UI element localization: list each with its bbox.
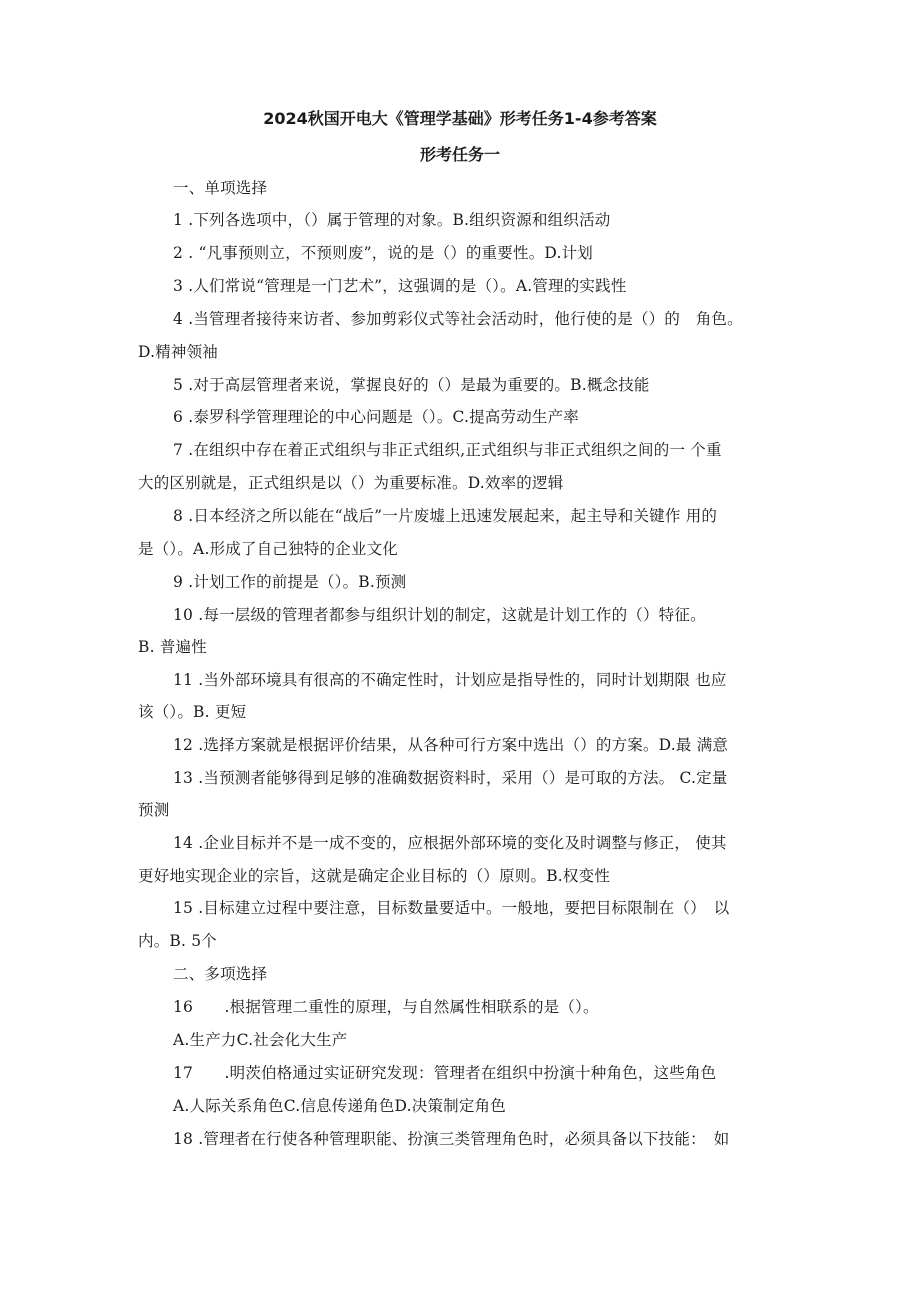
question-17: 17 .明茨伯格通过实证研究发现：管理者在组织中扮演十种角色，这些角色 — [173, 1064, 717, 1082]
question-14-continued: 更好地实现企业的宗旨，这就是确定企业目标的（）原则。B.权变性 — [138, 867, 611, 885]
question-9: 9 .计划工作的前提是（）。B.预测 — [173, 573, 407, 591]
question-7-continued: 大的区别就是，正式组织是以（）为重要标准。D.效率的逻辑 — [138, 474, 564, 492]
question-4: 4 .当管理者接待来访者、参加剪彩仪式等社会活动时，他行使的是（）的 角色。 — [173, 310, 743, 328]
document-title: 2024秋国开电大《管理学基础》形考任务1-4参考答案 — [263, 109, 657, 128]
question-6: 6 .泰罗科学管理理论的中心问题是（）。C.提高劳动生产率 — [173, 408, 580, 426]
section-heading-multiple-choice: 二、多项选择 — [173, 965, 268, 983]
question-14: 14 .企业目标并不是一成不变的，应根据外部环境的变化及时调整与修正， 使其 — [173, 834, 727, 852]
question-16-answer: A.生产力C.社会化大生产 — [173, 1031, 348, 1049]
question-13: 13 .当预测者能够得到足够的准确数据资料时，采用（）是可取的方法。 C.定量 — [173, 769, 728, 787]
question-4-answer: D.精神领袖 — [138, 343, 219, 361]
question-8: 8 .日本经济之所以能在“战后”一片废墟上迅速发展起来，起主导和关键作 用的 — [173, 507, 718, 525]
document-subtitle: 形考任务一 — [419, 145, 500, 164]
question-17-answer: A.人际关系角色C.信息传递角色D.决策制定角色 — [173, 1097, 506, 1115]
question-13-continued: 预测 — [138, 801, 170, 819]
question-11-continued: 该（）。B. 更短 — [138, 703, 247, 721]
section-heading-single-choice: 一、单项选择 — [173, 179, 268, 197]
question-10: 10 .每一层级的管理者都参与组织计划的制定，这就是计划工作的（）特征。 — [173, 606, 706, 624]
question-15: 15 .目标建立过程中要注意，目标数量要适中。一般地，要把目标限制在（） 以 — [173, 899, 730, 917]
question-7: 7 .在组织中存在着正式组织与非正式组织,正式组织与非正式组织之间的一 个重 — [173, 441, 722, 459]
question-18: 18 .管理者在行使各种管理职能、扮演三类管理角色时，必须具备以下技能： 如 — [173, 1130, 730, 1148]
question-8-continued: 是（）。A.形成了自己独特的企业文化 — [138, 540, 398, 558]
question-10-answer: B. 普遍性 — [138, 638, 207, 656]
question-5: 5 .对于高层管理者来说，掌握良好的（）是最为重要的。B.概念技能 — [173, 376, 650, 394]
question-11: 11 .当外部环境具有很高的不确定性时，计划应是指导性的，同时计划期限 也应 — [173, 671, 727, 689]
question-16: 16 .根据管理二重性的原理，与自然属性相联系的是（）。 — [173, 998, 599, 1016]
question-15-continued: 内。B. 5个 — [138, 932, 218, 950]
question-1: 1 .下列各选项中，（）属于管理的对象。B.组织资源和组织活动 — [173, 211, 611, 229]
question-2: 2 . “凡事预则立，不预则废”，说的是（）的重要性。D.计划 — [173, 244, 593, 262]
question-3: 3 .人们常说“管理是一门艺术”，这强调的是（）。A.管理的实践性 — [173, 277, 627, 295]
question-12: 12 .选择方案就是根据评价结果，从各种可行方案中选出（）的方案。D.最 满意 — [173, 736, 729, 754]
